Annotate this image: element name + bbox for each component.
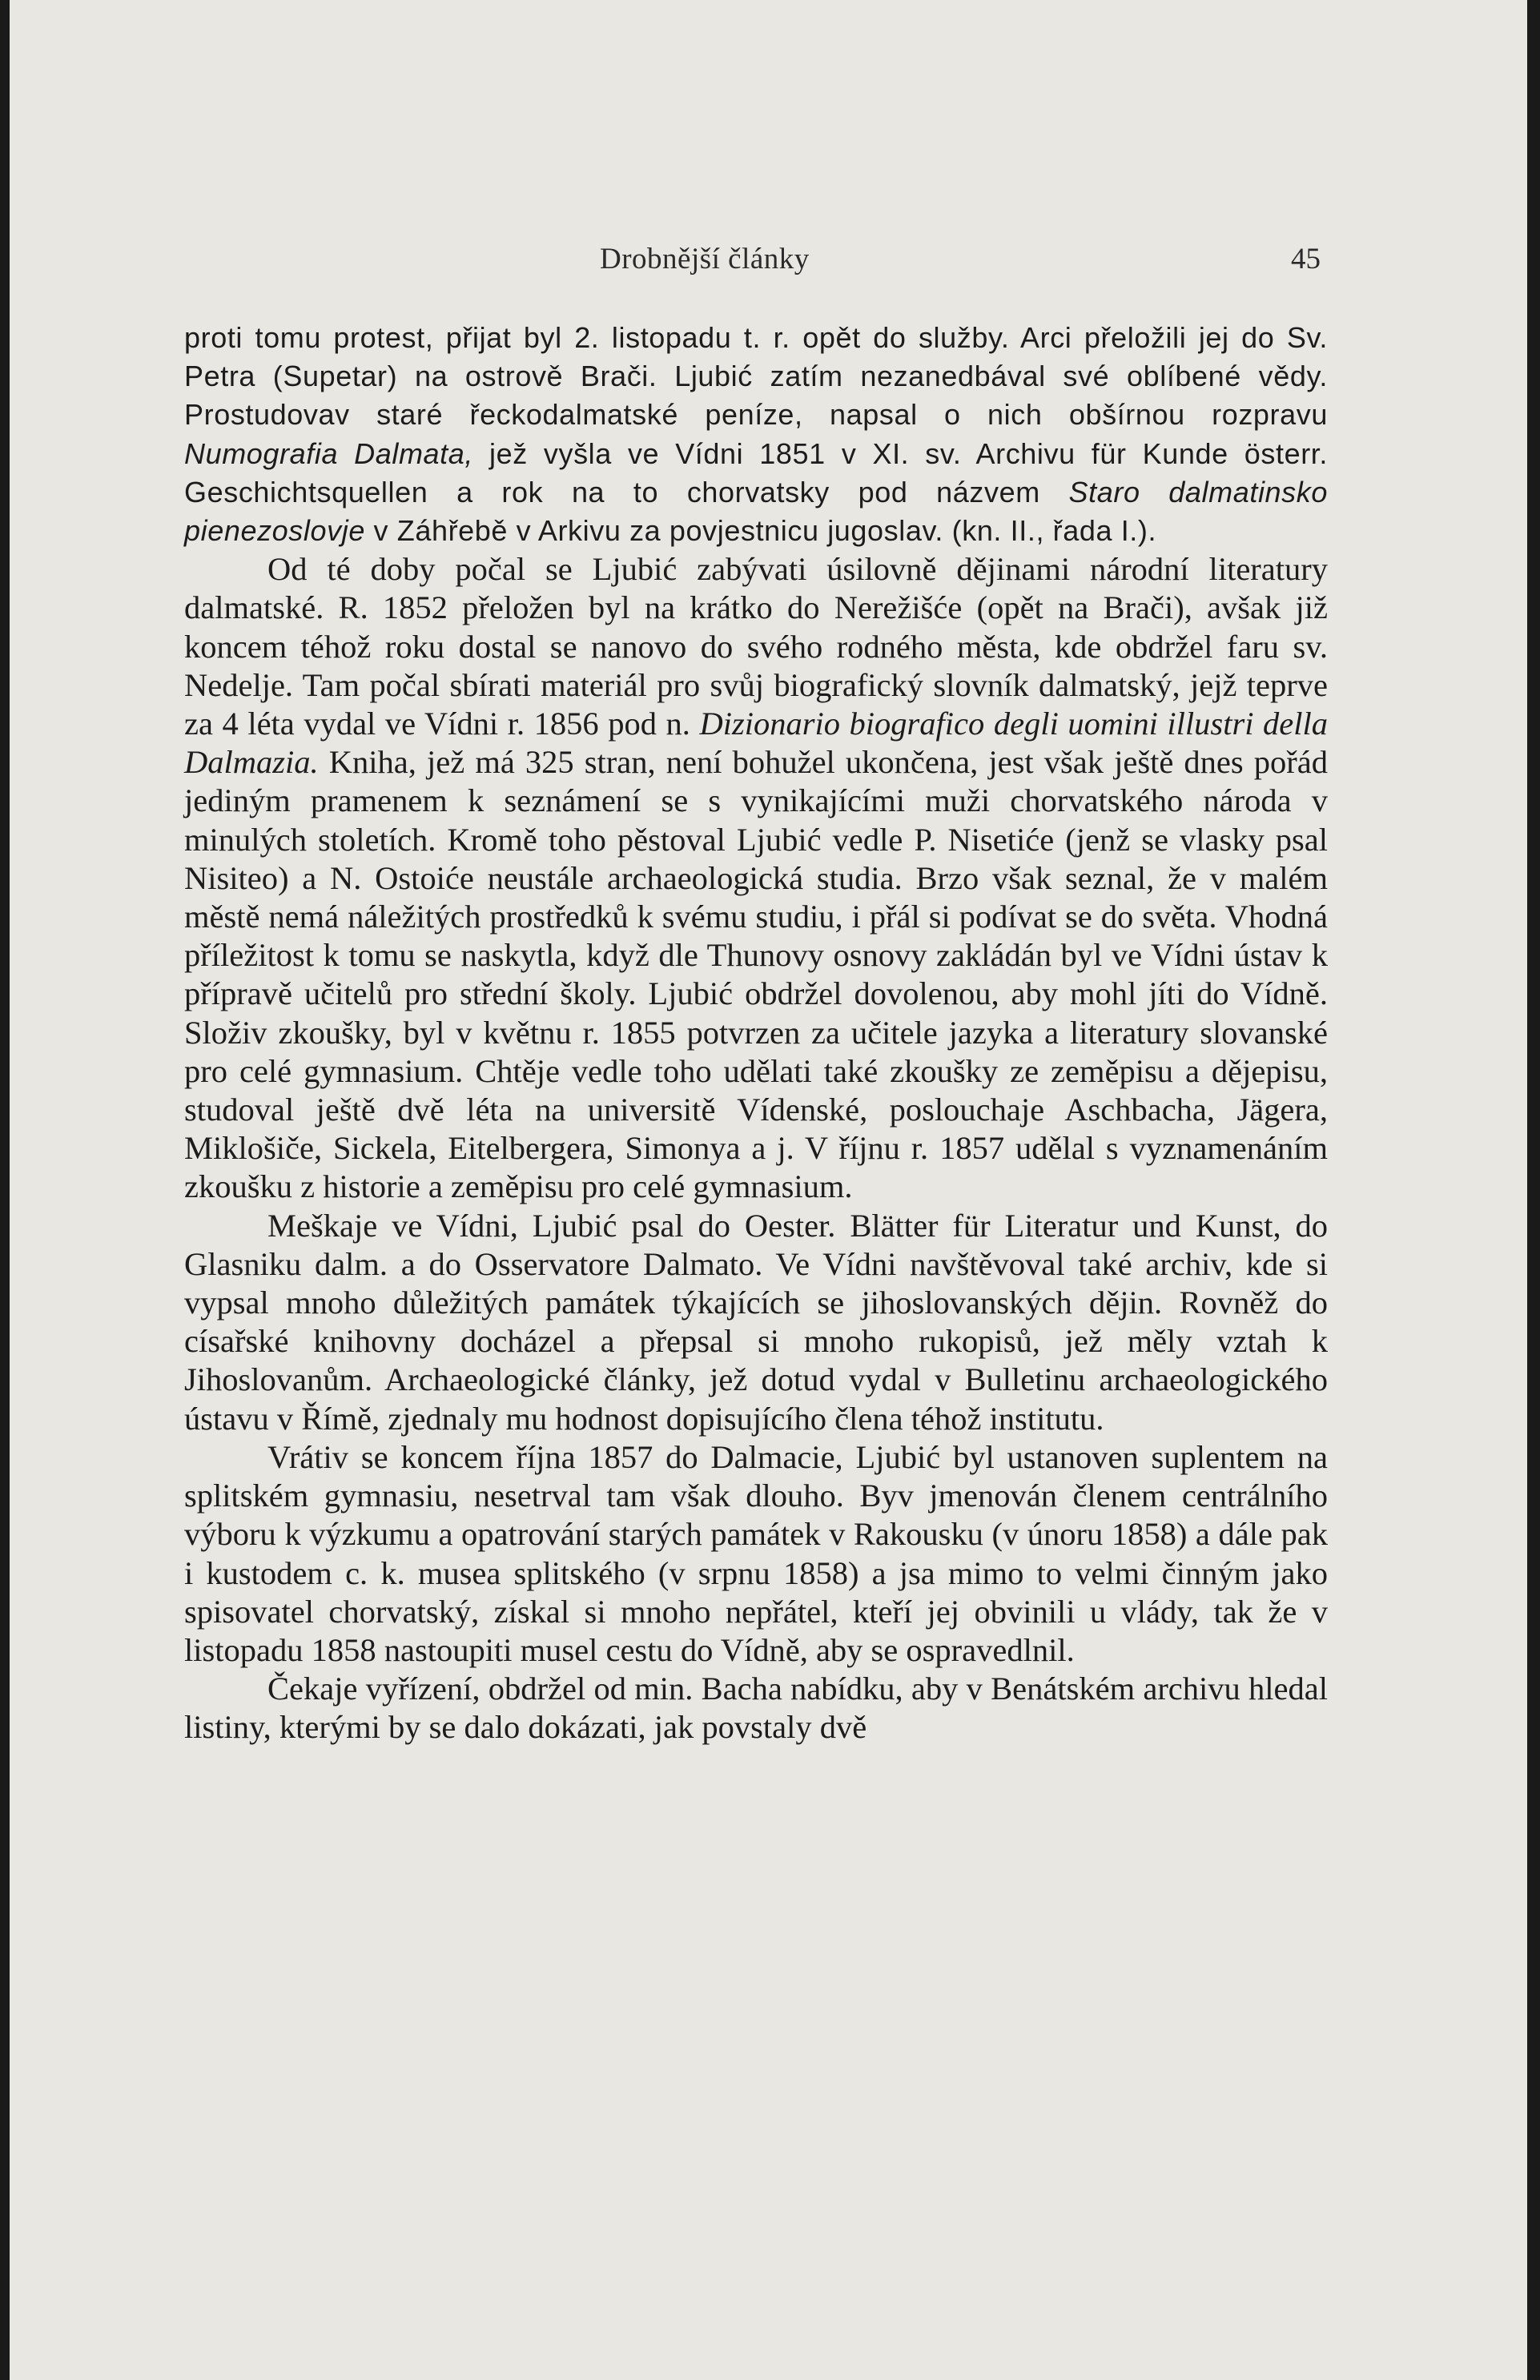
- text-segment: Čekaje vyřízení, obdržel od min. Bacha nabídku, aby v Benátském archivu hledal listiny, kterými by se dalo dokázati, jak povstaly dvě: [184, 1670, 1328, 1746]
- text-segment: Meškaje ve Vídni, Ljubić psal do Oester. Blätter für Literatur und Kunst, do Glasniku dalm. a do Osservatore Dalmato. Ve Vídni navštěvoval také archiv, kde si vypsal mnoho důležitých památek týkajících se jihoslovanských dějin. Rovněž do císařské knihovny docházel a přepsal si mnoho rukopisů, jež měly vztah k Jihoslovanům. Archaeologické články, jež dotud vydal v Bulletinu archaeologického ústavu v Římě, zjednaly mu hodnost dopisujícího člena téhož institutu.: [184, 1207, 1328, 1437]
- page-number: 45: [1291, 243, 1321, 275]
- text-segment: Od té doby počal se Ljubić zabývati úsilovně dějinami národní literatury dalmatské. R. 1852 přeložen byl na krátko do Nerežišće (opět na Brači), avšak již koncem téhož roku dostal se nanovo do svého rodného města, kde obdržel faru sv. Nedelje. Tam počal sbírati materiál pro svůj biografický slovník dalmatský, jejž teprve za 4 léta vydal ve Vídni r. 1856 pod n.: [184, 551, 1328, 742]
- paragraph: [184, 1438, 1328, 1670]
- text-segment: Vrátiv se koncem října 1857 do Dalmacie, Ljubić byl ustanoven suplentem na splitském gymnasiu, nesetrval tam však dlouho. Byv jmenován členem centrálního výboru k výzkumu a opatrování starých památek v Rakousku (v únoru 1858) a dále pak i kustodem c. k. musea splitského (v srpnu 1858) a jsa mimo to velmi činným jako spisovatel chorvatský, získal si mnoho nepřátel, kteří jej obvinili u vlády, tak že v listopadu 1858 nastoupiti musel cestu do Vídně, aby se ospravedlnil.: [184, 1438, 1328, 1668]
- article-body: [184, 319, 1328, 1747]
- page-header: [10, 242, 1527, 282]
- italic-title: Dizionario biografico degli uomini illustri della Dalmazia.: [184, 706, 1328, 781]
- paragraph: [184, 319, 1328, 550]
- text-segment: proti tomu protest, přijat byl 2. listopadu t. r. opět do služby. Arci přeložili jej do Sv. Petra (Supetar) na ostrově Brači. Ljubić zatím nezanedbával své oblíbené vědy. Prostudovav staré řeckodalmatské peníze, napsal o nich obšírnou rozpravu: [184, 321, 1328, 432]
- italic-title: Staro dalmatinsko pienezoslovje: [184, 475, 1328, 548]
- paragraph: [184, 1207, 1328, 1438]
- running-title: Drobnější články: [600, 243, 810, 275]
- paragraph: [184, 1670, 1328, 1747]
- text-segment: jež vyšla ve Vídni 1851 v XI. sv. Archivu für Kunde österr. Geschichtsquellen a rok na to chorvatsky pod názvem: [184, 436, 1328, 509]
- paragraph: [184, 550, 1328, 1206]
- document-page: [10, 0, 1527, 2380]
- italic-title: Numografia Dalmata,: [184, 436, 473, 470]
- text-segment: v Záhřebě v Arkivu za povjestnicu jugoslav. (kn. II., řada I.).: [364, 514, 1157, 548]
- text-segment: Kniha, jež má 325 stran, není bohužel ukončena, jest však ještě dnes pořád jediným pramenem k seznámení se s vynikajícími muži chorvatského národa v minulých stoletích. Kromě toho pěstoval Ljubić vedle P. Nisetiće (jenž se vlasky psal Nisiteo) a N. Ostoiće neustále archaeologická studia. Brzo však seznal, že v malém městě nemá náležitých prostředků k svému studiu, i přál si podívat se do světa. Vhodná příležitost k tomu se naskytla, když dle Thunovy osnovy zakládán byl ve Vídni ústav k přípravě učitelů pro střední školy. Ljubić obdržel dovolenou, aby mohl jíti do Vídně. Složiv zkoušky, byl v květnu r. 1855 potvrzen za učitele jazyka a literatury slovanské pro celé gymnasium. Chtěje vedle toho udělati také zkoušky ze zeměpisu a dějepisu, studoval ještě dvě léta na universitě Vídenské, poslouchaje Aschbacha, Jägera, Miklošiče, Sickela, Eitelbergera, Simonya a j. V říjnu r. 1857 udělal s vyznamenáním zkoušku z historie a zeměpisu pro celé gymnasium.: [184, 744, 1328, 1205]
